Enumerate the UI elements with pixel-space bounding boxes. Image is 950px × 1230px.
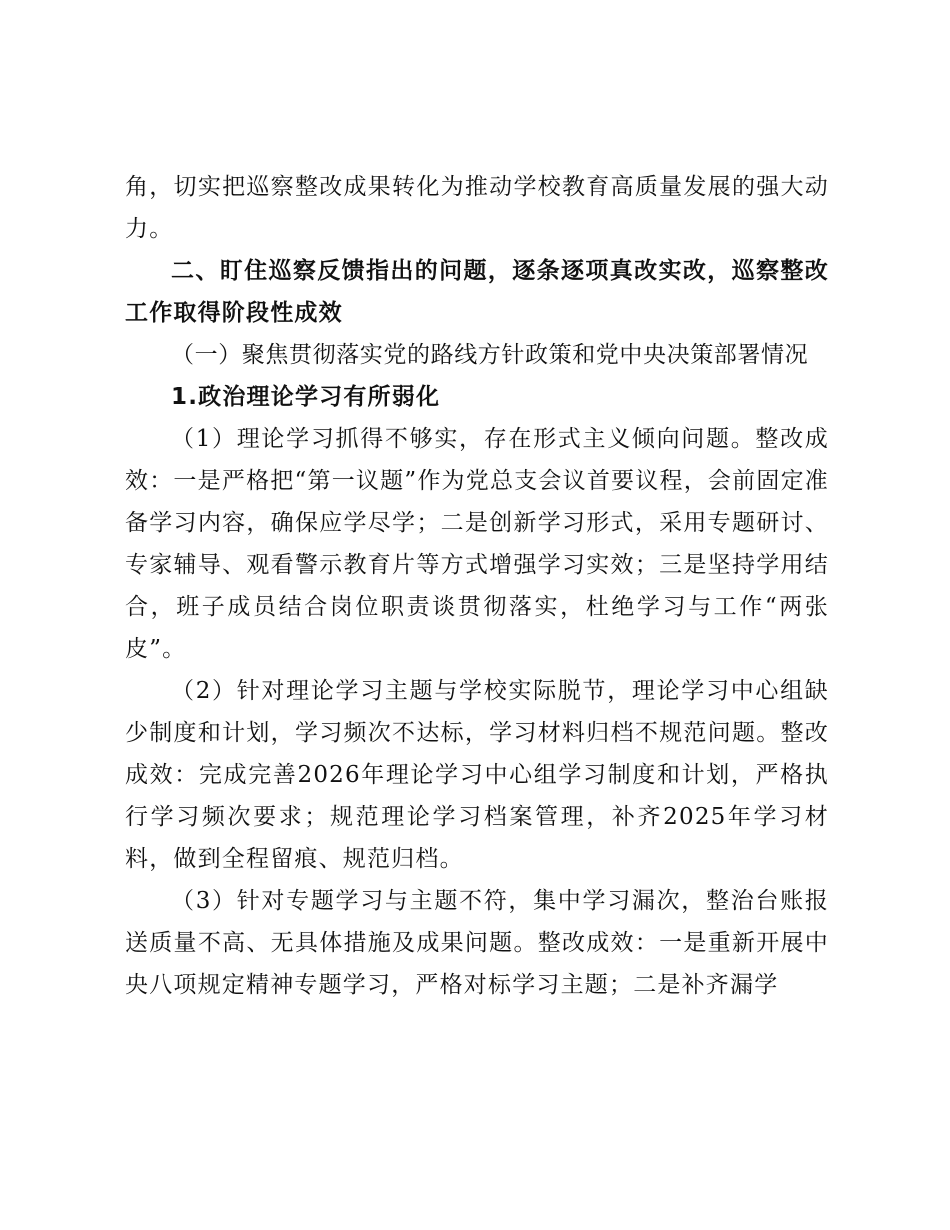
document-page <box>125 166 829 1006</box>
paragraph-item-2: （2）针对理论学习主题与学校实际脱节，理论学习中心组缺少制度和计划，学习频次不达标，学习材料归档不规范问题。整改成效：完成完善2026年理论学习中心组学习制度和计划，严格执行学习频次要求；规范理论学习档案管理，补齐2025年学习材料，做到全程留痕、规范归档。 <box>125 678 829 872</box>
paragraph-item-1: （1）理论学习抓得不够实，存在形式主义倾向问题。整改成效：一是严格把“第一议题”作为党总支会议首要议程，会前固定准备学习内容，确保应学尽学；二是创新学习形式，采用专题研讨、专家辅导、观看警示教育片等方式增强学习实效；三是坚持学用结合，班子成员结合岗位职责谈贯彻落实，杜绝学习与工作“两张皮”。 <box>125 426 829 662</box>
paragraph-continuation: 角，切实把巡察整改成果转化为推动学校教育高质量发展的强大动力。 <box>125 174 829 242</box>
paragraph-item-3: （3）针对专题学习与主题不符，集中学习漏次，整治台账报送质量不高、无具体措施及成果问题。整改成效：一是重新开展中央八项规定精神专题学习，严格对标学习主题；二是补齐漏学 <box>125 888 829 998</box>
subsection-heading-one: （一）聚焦贯彻落实党的路线方针政策和党中央决策部署情况 <box>171 342 809 368</box>
item-heading-political-theory: 1.政治理论学习有所弱化 <box>171 384 441 410</box>
section-heading-two: 二、盯住巡察反馈指出的问题，逐条逐项真改实改，巡察整改工作取得阶段性成效 <box>125 258 829 326</box>
